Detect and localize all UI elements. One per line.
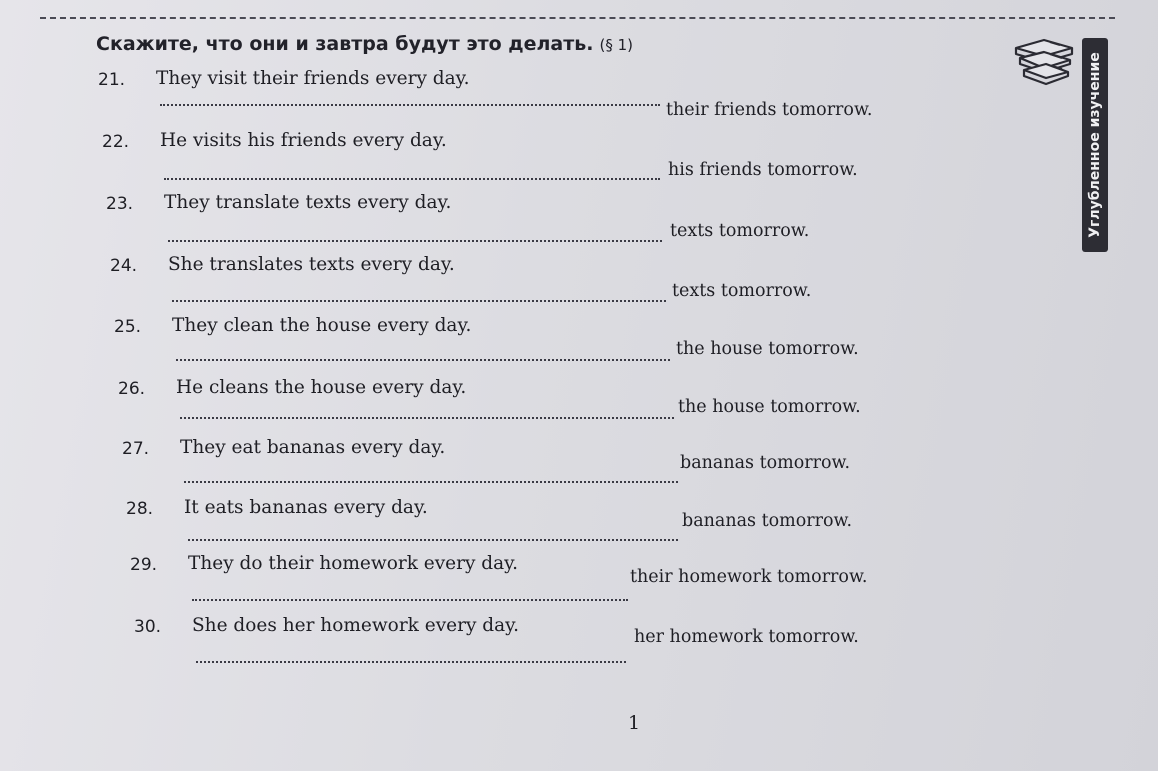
- exercise-sentence: They eat bananas every day.: [180, 437, 446, 458]
- exercise-number: 28.: [126, 499, 154, 519]
- answer-suffix: their homework tomorrow.: [630, 567, 868, 587]
- exercise-item-25: [114, 317, 914, 377]
- answer-blank[interactable]: [184, 481, 678, 483]
- exercise-title: [96, 33, 633, 55]
- exercise-sentence: They do their homework every day.: [188, 553, 519, 574]
- answer-blank[interactable]: [160, 104, 660, 106]
- books-icon: [1010, 28, 1080, 88]
- answer-suffix: texts tomorrow.: [672, 281, 812, 301]
- exercise-title-text: Скажите, что они и завтра будут это делать.: [96, 33, 594, 55]
- exercise-item-30: [134, 617, 934, 677]
- answer-suffix: texts tomorrow.: [670, 221, 810, 241]
- exercise-number: 22.: [102, 132, 130, 152]
- exercise-sentence: He visits his friends every day.: [160, 130, 447, 151]
- answer-suffix: his friends tomorrow.: [668, 160, 858, 180]
- exercise-sentence: He cleans the house every day.: [176, 377, 467, 398]
- exercise-sentence: They clean the house every day.: [172, 315, 472, 336]
- cut-line: [40, 17, 1115, 19]
- answer-blank[interactable]: [196, 661, 626, 663]
- answer-blank[interactable]: [180, 417, 674, 419]
- exercise-number: 25.: [114, 317, 142, 337]
- side-tab: [1082, 38, 1108, 252]
- answer-suffix: the house tomorrow.: [678, 397, 861, 417]
- exercise-item-26: [118, 379, 918, 439]
- exercise-number: 21.: [98, 70, 126, 90]
- answer-suffix: the house tomorrow.: [676, 339, 859, 359]
- exercise-number: 27.: [122, 439, 150, 459]
- exercise-item-21: [98, 70, 898, 130]
- exercise-sentence: She translates texts every day.: [168, 254, 455, 275]
- exercise-item-24: [110, 256, 910, 316]
- exercise-item-29: [130, 555, 930, 615]
- exercise-reference: (§ 1): [599, 36, 633, 54]
- answer-blank[interactable]: [176, 359, 670, 361]
- exercise-sentence: They translate texts every day.: [164, 192, 452, 213]
- answer-suffix: bananas tomorrow.: [682, 511, 853, 531]
- exercise-number: 30.: [134, 617, 162, 637]
- exercise-number: 26.: [118, 379, 146, 399]
- answer-suffix: bananas tomorrow.: [680, 453, 851, 473]
- page-number: 1: [628, 712, 641, 734]
- answer-suffix: her homework tomorrow.: [634, 627, 859, 647]
- exercise-sentence: It eats bananas every day.: [184, 497, 428, 518]
- answer-blank[interactable]: [164, 178, 660, 180]
- exercise-number: 23.: [106, 194, 134, 214]
- exercise-item-23: [106, 194, 906, 254]
- side-tab-label: Углубленное изучение: [1087, 52, 1103, 238]
- exercise-number: 24.: [110, 256, 138, 276]
- exercise-item-27: [122, 439, 922, 499]
- answer-suffix: their friends tomorrow.: [666, 100, 873, 120]
- answer-blank[interactable]: [168, 240, 662, 242]
- exercise-number: 29.: [130, 555, 158, 575]
- answer-blank[interactable]: [188, 539, 678, 541]
- answer-blank[interactable]: [172, 300, 666, 302]
- exercise-sentence: They visit their friends every day.: [156, 68, 470, 89]
- answer-blank[interactable]: [192, 599, 628, 601]
- exercise-sentence: She does her homework every day.: [192, 615, 520, 636]
- exercise-item-28: [126, 499, 926, 559]
- exercise-item-22: [102, 132, 902, 192]
